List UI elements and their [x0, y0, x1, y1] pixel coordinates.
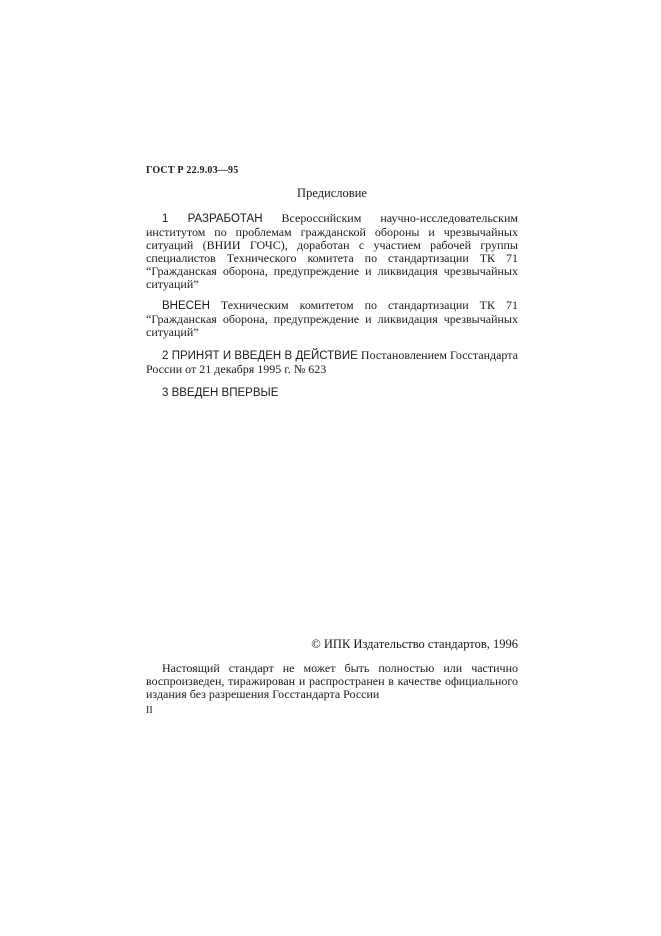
- paragraph-lead: ВНЕСЕН: [162, 300, 210, 312]
- paragraph-lead: 3 ВВЕДЕН ВПЕРВЫЕ: [162, 387, 279, 399]
- paragraph-first-introduced: [146, 386, 518, 400]
- paragraph-developed-by: [146, 212, 518, 291]
- paragraph-text: Всероссийским научно-исследовательским институтом по проблемам гражданской обороны и чрезвычайных ситуаций (ВНИИ ГОЧС), доработан с участием рабочей группы специалистов Технического комитета по стандартизации ТК 71 “Гражданская оборона, предупреждение и ликвидация чрезвычайных ситуаций”: [146, 211, 518, 291]
- paragraph-lead: 2 ПРИНЯТ И ВВЕДЕН В ДЕЙСТВИЕ: [162, 350, 358, 362]
- paragraph-adopted: [146, 349, 518, 376]
- document-code: ГОСТ Р 22.9.03—95: [146, 165, 239, 176]
- paragraph-text: Техническим комитетом по стандартизации ТК 71 “Гражданская оборона, предупреждение и ликвидация чрезвычайных ситуаций”: [146, 298, 518, 339]
- copyright-line: © ИПК Издательство стандартов, 1996: [311, 637, 518, 651]
- paragraph-lead: 1 РАЗРАБОТАН: [162, 213, 263, 225]
- reproduction-notice: Настоящий стандарт не может быть полностью или частично воспроизведен, тиражирован и распространен в качестве официального издания без разрешения Госстандарта России: [146, 661, 518, 701]
- paragraph-submitted-by: [146, 299, 518, 339]
- page-number: II: [146, 705, 153, 716]
- paragraph-text: Постановлением Госстандарта России от 21 декабря 1995 г. № 623: [146, 348, 518, 376]
- page-title: Предисловие: [297, 186, 367, 200]
